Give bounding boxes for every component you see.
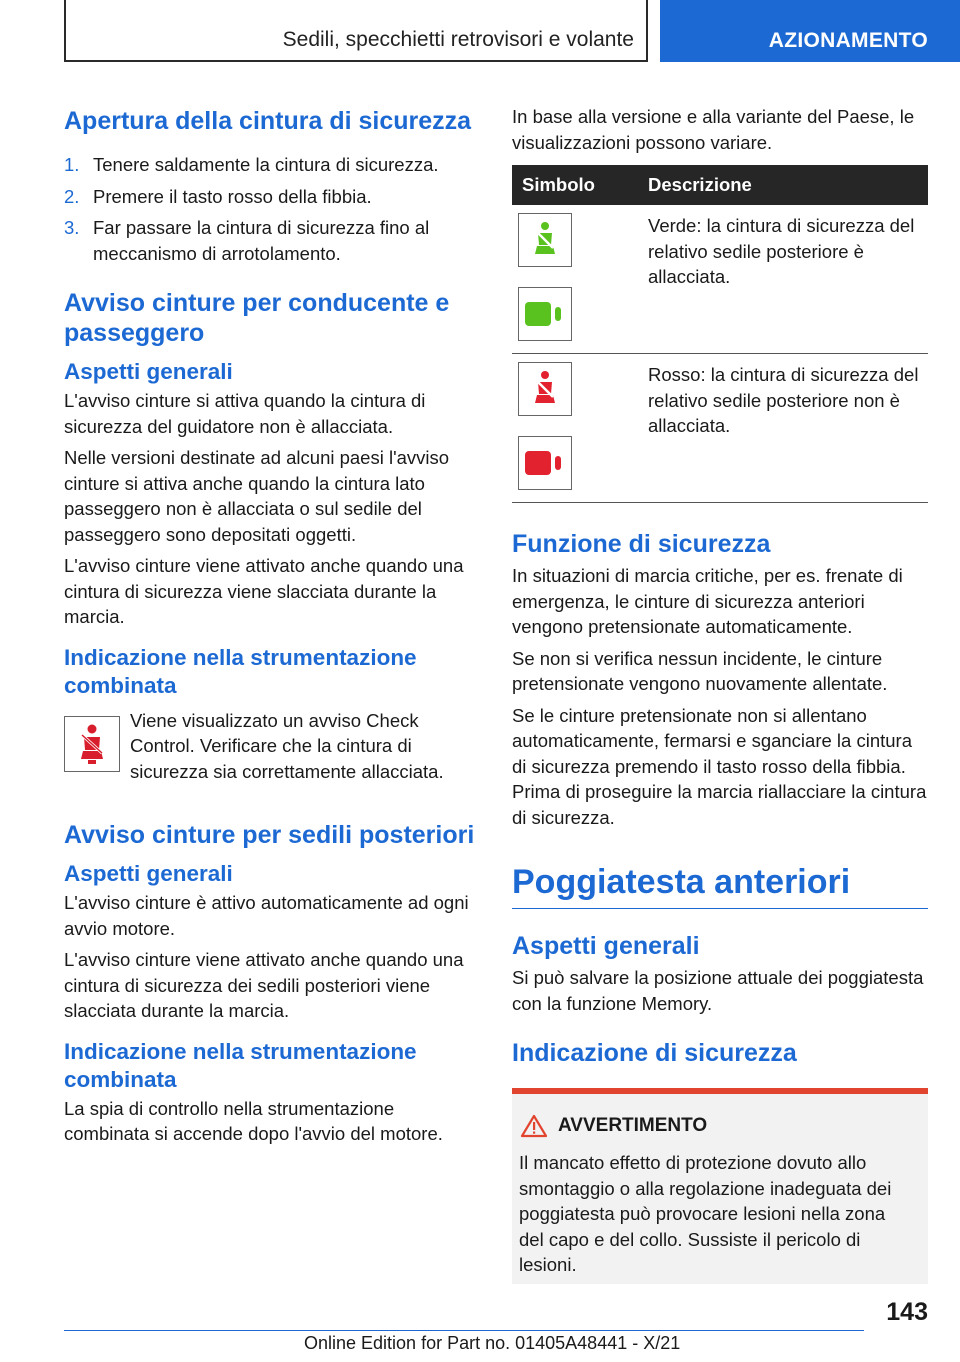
list-item (64, 184, 478, 210)
paragraph: L'avviso cinture viene attivato anche quando una cintura di sicurezza dei sedili posteriori viene slacciata durante la marcia. (64, 949, 464, 1021)
table-header-description: Descrizione (648, 165, 928, 205)
paragraph: Se non si verifica nessun incidente, le cinture pretensionate vengono nuovamente allentate. (512, 647, 888, 694)
step-text: Far passare la cintura di sicurezza fino al meccanismo di arrotolamento. (93, 217, 430, 264)
left-column (64, 100, 478, 1147)
step-text: Premere il tasto rosso della fibbia. (93, 185, 372, 207)
header-section-title: Sedili, specchietti retrovisori e volante (282, 28, 634, 51)
header-section-box (64, 0, 648, 62)
heading-avviso-posteriori: Avviso cinture per sedili posteriori (64, 821, 475, 849)
heading-aspetti-generali: Aspetti generali (512, 932, 700, 960)
heading-avviso-conducente: Avviso cinture per conducente e passeggero (64, 289, 450, 347)
page-number: 143 (886, 1298, 928, 1326)
red-indicator-icon (518, 436, 572, 490)
paragraph: Si può salvare la posizione attuale dei poggiatesta con la funzione Memory. (512, 967, 924, 1014)
table-row (512, 354, 928, 503)
paragraph: L'avviso cinture è attivo automaticamente ad ogni avvio motore. (64, 892, 469, 939)
chapter-heading-block (512, 862, 928, 909)
heading-aspetti-generali: Aspetti generali (64, 861, 233, 886)
footer-divider (64, 1330, 864, 1331)
heading-indicazione: Indicazione nella strumentazione combinata (64, 1038, 417, 1092)
list-item (64, 215, 478, 266)
symbol-table (512, 165, 928, 503)
header-chapter-tab (660, 0, 960, 62)
warning-box (512, 1088, 928, 1284)
symbol-cell (512, 205, 648, 354)
heading-indicazione: Indicazione nella strumentazione combinata (64, 644, 417, 698)
symbol-cell (512, 354, 648, 503)
description-cell: Verde: la cintura di sicurezza del relativo sedile posteriore è allacciata. (648, 205, 928, 354)
heading-indicazione-sicurezza: Indicazione di sicurezza (512, 1039, 797, 1067)
paragraph: Viene visualizzato un avviso Check Control. Verificare che la cintura di sicurezza sia correttamente allacciata. (130, 709, 444, 782)
paragraph: Nelle versioni destinate ad alcuni paesi l'avviso cinture si attiva anche quando la cintura lato passeggero non è allacciata o sul sedile del passeggero sono depositati oggetti. (64, 447, 450, 545)
step-number: 3. (64, 217, 80, 238)
warning-triangle-icon (520, 1114, 548, 1138)
step-number: 1. (64, 154, 80, 175)
steps-list (64, 152, 478, 266)
list-item (64, 152, 478, 178)
paragraph: In base alla versione e alla variante del Paese, le visualizzazioni possono variare. (512, 106, 915, 153)
seatbelt-fastened-icon (518, 213, 572, 267)
header-chapter-label: AZIONAMENTO (768, 29, 928, 52)
heading-aspetti-generali: Aspetti generali (64, 359, 233, 384)
heading-poggiatesta: Poggiatesta anteriori (512, 863, 851, 901)
table-header-row (512, 165, 928, 205)
paragraph: Se le cinture pretensionate non si allentano automaticamente, fermarsi e sganciare la cintura di sicurezza premendo il tasto rosso della fibbia. Prima di proseguire la marcia riallacciare la cintura di sicurezza. (512, 704, 927, 828)
paragraph: L'avviso cinture viene attivato anche quando una cintura di sicurezza viene slacciata durante la marcia. (64, 555, 464, 627)
right-column (512, 100, 928, 1068)
heading-apertura: Apertura della cintura di sicurezza (64, 107, 472, 135)
warning-header (520, 1114, 707, 1138)
step-text: Tenere saldamente la cintura di sicurezza. (93, 154, 439, 175)
warning-title: AVVERTIMENTO (558, 1115, 708, 1136)
seatbelt-warning-icon (64, 716, 120, 772)
description-cell: Rosso: la cintura di sicurezza del relativo sedile posteriore non è allacciata. (648, 354, 928, 503)
warning-text: Il mancato effetto di protezione dovuto allo smontaggio o alla regolazione inadeguata dei poggiatesta può provocare lesioni nella zona del capo e del collo. Sussiste il pericolo di lesioni. (519, 1152, 892, 1275)
paragraph: L'avviso cinture si attiva quando la cintura di sicurezza del guidatore non è allacciata. (64, 390, 426, 437)
paragraph: La spia di controllo nella strumentazione combinata si accende dopo l'avvio del motore. (64, 1097, 443, 1144)
paragraph: In situazioni di marcia critiche, per es. frenate di emergenza, le cinture di sicurezza anteriori vengono pretensionate automaticamente. (512, 565, 903, 637)
page-header (0, 0, 960, 66)
footer-edition: Online Edition for Part no. 01405A48441 - X/21 (304, 1333, 681, 1353)
green-indicator-icon (518, 287, 572, 341)
check-control-block (64, 708, 478, 785)
table-row (512, 205, 928, 354)
step-number: 2. (64, 185, 80, 207)
table-header-symbol: Simbolo (512, 165, 648, 205)
seatbelt-unfastened-icon (518, 362, 572, 416)
heading-funzione-sicurezza: Funzione di sicurezza (512, 530, 771, 558)
